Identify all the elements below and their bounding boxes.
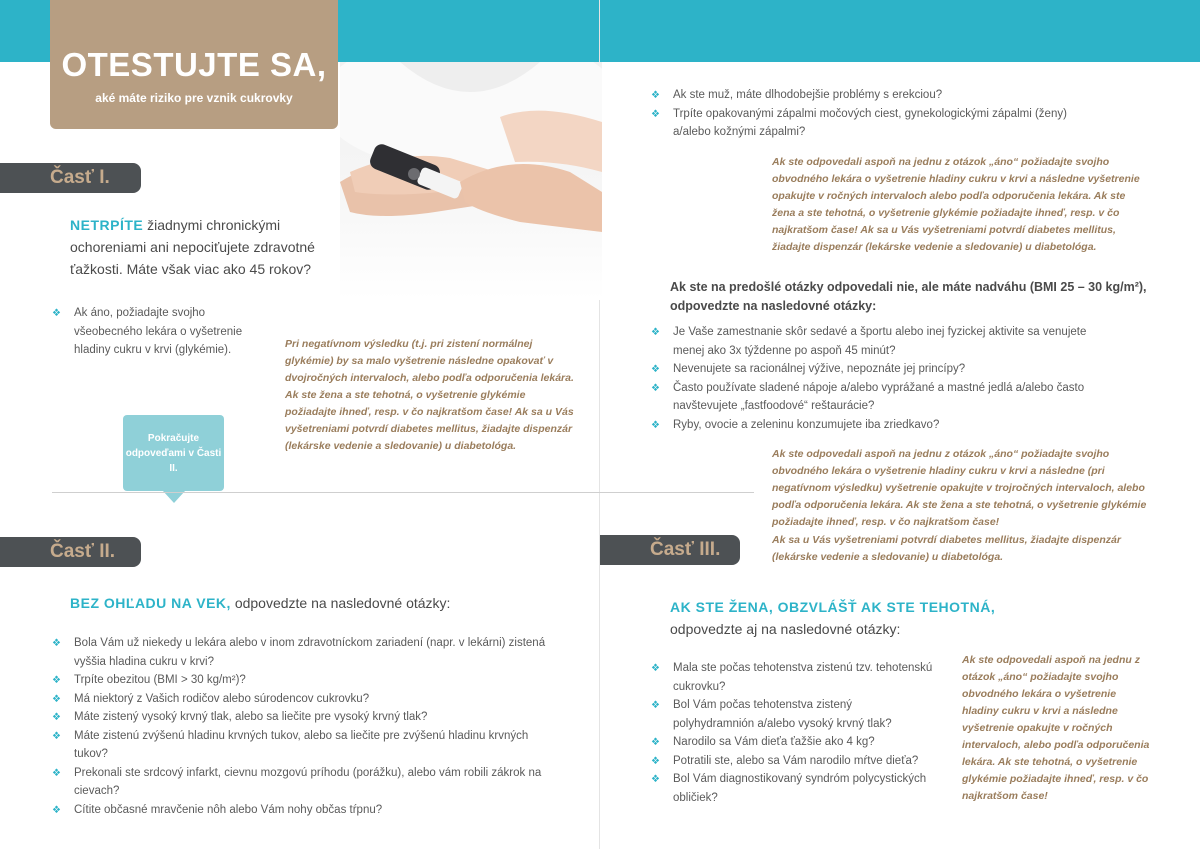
part2-heading-text: odpovedzte na nasledovné otázky: bbox=[230, 595, 451, 611]
list-item: ❖ Ak áno, požiadajte svojho všeobecného lekára o vyšetrenie hladiny cukru v krvi (glykémie). bbox=[52, 307, 243, 356]
diamond-bullet-icon: ❖ bbox=[651, 774, 660, 785]
part1-heading-highlight: NETRPÍTE bbox=[70, 217, 144, 233]
overweight-advice-dispensary: Ak sa u Vás vyšetreniami potvrdí diabetes mellitus, žiadajte dispenzár (lekárske vedenie a sledovanie) u diabetológa. bbox=[772, 534, 1121, 563]
glucose-meter-photo bbox=[340, 62, 602, 300]
part2-heading bbox=[70, 592, 550, 614]
overweight-list bbox=[651, 323, 1091, 434]
list-item: ❖ Potratili ste, alebo sa Vám narodilo mŕtve dieťa? bbox=[651, 752, 936, 771]
list-item: ❖ Bol Vám počas tehotenstva zistený polyhydramnión a/alebo vysoký krvný tlak? bbox=[651, 699, 892, 730]
diamond-bullet-icon: ❖ bbox=[52, 693, 61, 705]
part3-heading-highlight: AK STE ŽENA, OBZVLÁŠŤ AK STE TEHOTNÁ, bbox=[670, 599, 996, 615]
part2-heading-highlight: BEZ OHĽADU NA VEK, bbox=[70, 595, 231, 611]
part2-list-continued bbox=[651, 86, 1071, 142]
list-item: ❖ Cítite občasné mravčenie nôh alebo Vám nohy občas tŕpnu? bbox=[52, 801, 562, 820]
list-item: ❖ Je Vaše zamestnanie skôr sedavé a športu alebo inej fyzickej aktivite sa venujete menej ako 3x týždenne po aspoň 45 minút? bbox=[651, 326, 1087, 357]
page-title: OTESTUJTE SA, bbox=[61, 46, 327, 83]
part2-advice-yes: Ak ste odpovedali aspoň na jednu z otázok „áno“ požiadajte svojho obvodného lekára o vyšetrenie hladiny cukru v krvi a následne vyšetrenie opakujte v ročných intervaloch alebo podľa odporučenia lekára. Ak ste žena a ste tehotná, o vyšetrenie glykémie požiadajte ihneď, resp. v čo najkratšom čase! Ak sa u Vás vyšetreniami potvrdí diabetes mellitus, žiadajte dispenzár (lekárske vedenie a sledovanie) u diabetológa. bbox=[772, 156, 1140, 253]
diamond-bullet-icon: ❖ bbox=[651, 755, 660, 767]
diamond-bullet-icon: ❖ bbox=[651, 382, 660, 394]
part2-tab: Časť II. bbox=[0, 537, 141, 567]
part2-list bbox=[52, 634, 562, 819]
list-item: ❖ Narodilo sa Vám dieťa ťažšie ako 4 kg? bbox=[651, 733, 936, 752]
list-item: ❖ Trpíte obezitou (BMI > 30 kg/m²)? bbox=[52, 671, 562, 690]
diamond-bullet-icon: ❖ bbox=[651, 90, 660, 101]
diamond-bullet-icon: ❖ bbox=[52, 308, 61, 319]
list-item: ❖ Prekonali ste srdcový infarkt, cievnu mozgovú príhodu (porážku), alebo vám robili zákrok na cievach? bbox=[52, 766, 542, 797]
overweight-question: Ak ste na predošlé otázky odpovedali nie, ale máte nadváhu (BMI 25 – 30 kg/m²), odpovedzte na nasledovné otázky: bbox=[670, 280, 1147, 313]
continue-label: Pokračujte odpoveďami v Časti II. bbox=[125, 433, 222, 474]
diamond-bullet-icon: ❖ bbox=[52, 638, 61, 649]
list-item: ❖ Bola Vám už niekedy u lekára alebo v inom zdravotníckom zariadení (napr. v lekárni) zistená vyššia hladina cukru v krvi? bbox=[52, 637, 546, 668]
list-item: ❖ Bol Vám diagnostikovaný syndróm polycystických obličiek? bbox=[651, 773, 927, 804]
diamond-bullet-icon: ❖ bbox=[651, 108, 660, 120]
diamond-bullet-icon: ❖ bbox=[52, 675, 61, 686]
list-item: ❖ Máte zistenú zvýšenú hladinu krvných tukov, alebo sa liečite pre zvýšenú hladinu krvných tukov? bbox=[52, 729, 529, 760]
list-item: ❖ Často používate sladené nápoje a/alebo vyprážané a mastné jedlá a/alebo často navštevujete „fastfoodové“ reštaurácie? bbox=[651, 381, 1085, 412]
continue-callout bbox=[123, 415, 224, 491]
list-item: ❖ Nevenujete sa racionálnej výžive, nepoznáte jej princípy? bbox=[651, 360, 1091, 379]
divider bbox=[52, 492, 754, 493]
page-subtitle: aké máte riziko pre vznik cukrovky bbox=[95, 91, 293, 105]
diamond-bullet-icon: ❖ bbox=[52, 804, 61, 816]
list-item: ❖ Máte zistený vysoký krvný tlak, alebo sa liečite pre vysoký krvný tlak? bbox=[52, 708, 562, 727]
list-item: ❖ Má niektorý z Vašich rodičov alebo súrodencov cukrovku? bbox=[52, 690, 562, 709]
part3-advice: Ak ste odpovedali aspoň na jednu z otázok „áno“ požiadajte svojho obvodného lekára o vyšetrenie hladiny cukru v krvi a následne vyšetrenie opakujte v ročných intervaloch, alebo podľa odporučenia lekára. Ak ste tehotná, o vyšetrenie glykémie požiadajte ihneď, resp. v čo najkratšom čase! bbox=[962, 654, 1150, 802]
list-item: ❖ Ak ste muž, máte dlhodobejšie problémy s erekciou? bbox=[651, 86, 1071, 105]
diamond-bullet-icon: ❖ bbox=[651, 364, 660, 375]
part3-tab: Časť III. bbox=[600, 535, 740, 565]
list-item: ❖ Mala ste počas tehotenstva zistenú tzv. tehotenskú cukrovku? bbox=[651, 662, 933, 693]
list-item: ❖ Trpíte opakovanými zápalmi močových ciest, gynekologickými zápalmi (ženy) a/alebo kožnými zápalmi? bbox=[651, 107, 1067, 138]
diamond-bullet-icon: ❖ bbox=[651, 737, 660, 748]
part3-heading bbox=[670, 596, 1090, 640]
diamond-bullet-icon: ❖ bbox=[651, 700, 660, 711]
overweight-advice: Ak ste odpovedali aspoň na jednu z otázok „áno“ požiadajte svojho obvodného lekára o vyšetrenie hladiny cukru v krvi a následne (pri negatívnom výsledku) vyšetrenie opakujte v trojročných intervaloch, alebo podľa odporučenia lekára. Ak ste žena a ste tehotná, o vyšetrenie glykémie požiadajte ihneď, resp. v čo najkratšom čase! bbox=[772, 448, 1147, 528]
diamond-bullet-icon: ❖ bbox=[52, 712, 61, 723]
diamond-bullet-icon: ❖ bbox=[52, 730, 61, 742]
part1-list bbox=[52, 304, 252, 360]
diamond-bullet-icon: ❖ bbox=[651, 663, 660, 674]
part3-heading-text: odpovedzte aj na nasledovné otázky: bbox=[670, 621, 901, 637]
part1-tab: Časť I. bbox=[0, 163, 141, 193]
diamond-bullet-icon: ❖ bbox=[651, 327, 660, 338]
title-box bbox=[50, 0, 338, 129]
part1-heading bbox=[70, 214, 355, 280]
list-item: ❖ Ryby, ovocie a zeleninu konzumujete iba zriedkavo? bbox=[651, 416, 1091, 435]
part1-advice: Pri negatívnom výsledku (t.j. pri zistení normálnej glykémie) by sa malo vyšetrenie následne opakovať v dvojročných intervaloch, alebo podľa odporučenia lekára. Ak ste žena a ste tehotná, o vyšetrenie glykémie požiadajte ihneď, resp. v čo najkratšom čase! Ak sa u Vás vyšetreniami potvrdí diabetes mellitus, žiadajte dispenzár (lekárske vedenie a sledovanie) u diabetológa. bbox=[285, 338, 574, 452]
diamond-bullet-icon: ❖ bbox=[651, 419, 660, 431]
part3-list bbox=[651, 659, 936, 807]
diamond-bullet-icon: ❖ bbox=[52, 767, 61, 779]
part1-heading-text: žiadnymi chronickými ochoreniami ani nepociťujete zdravotné ťažkosti. Máte však viac ako 45 rokov? bbox=[70, 217, 315, 277]
